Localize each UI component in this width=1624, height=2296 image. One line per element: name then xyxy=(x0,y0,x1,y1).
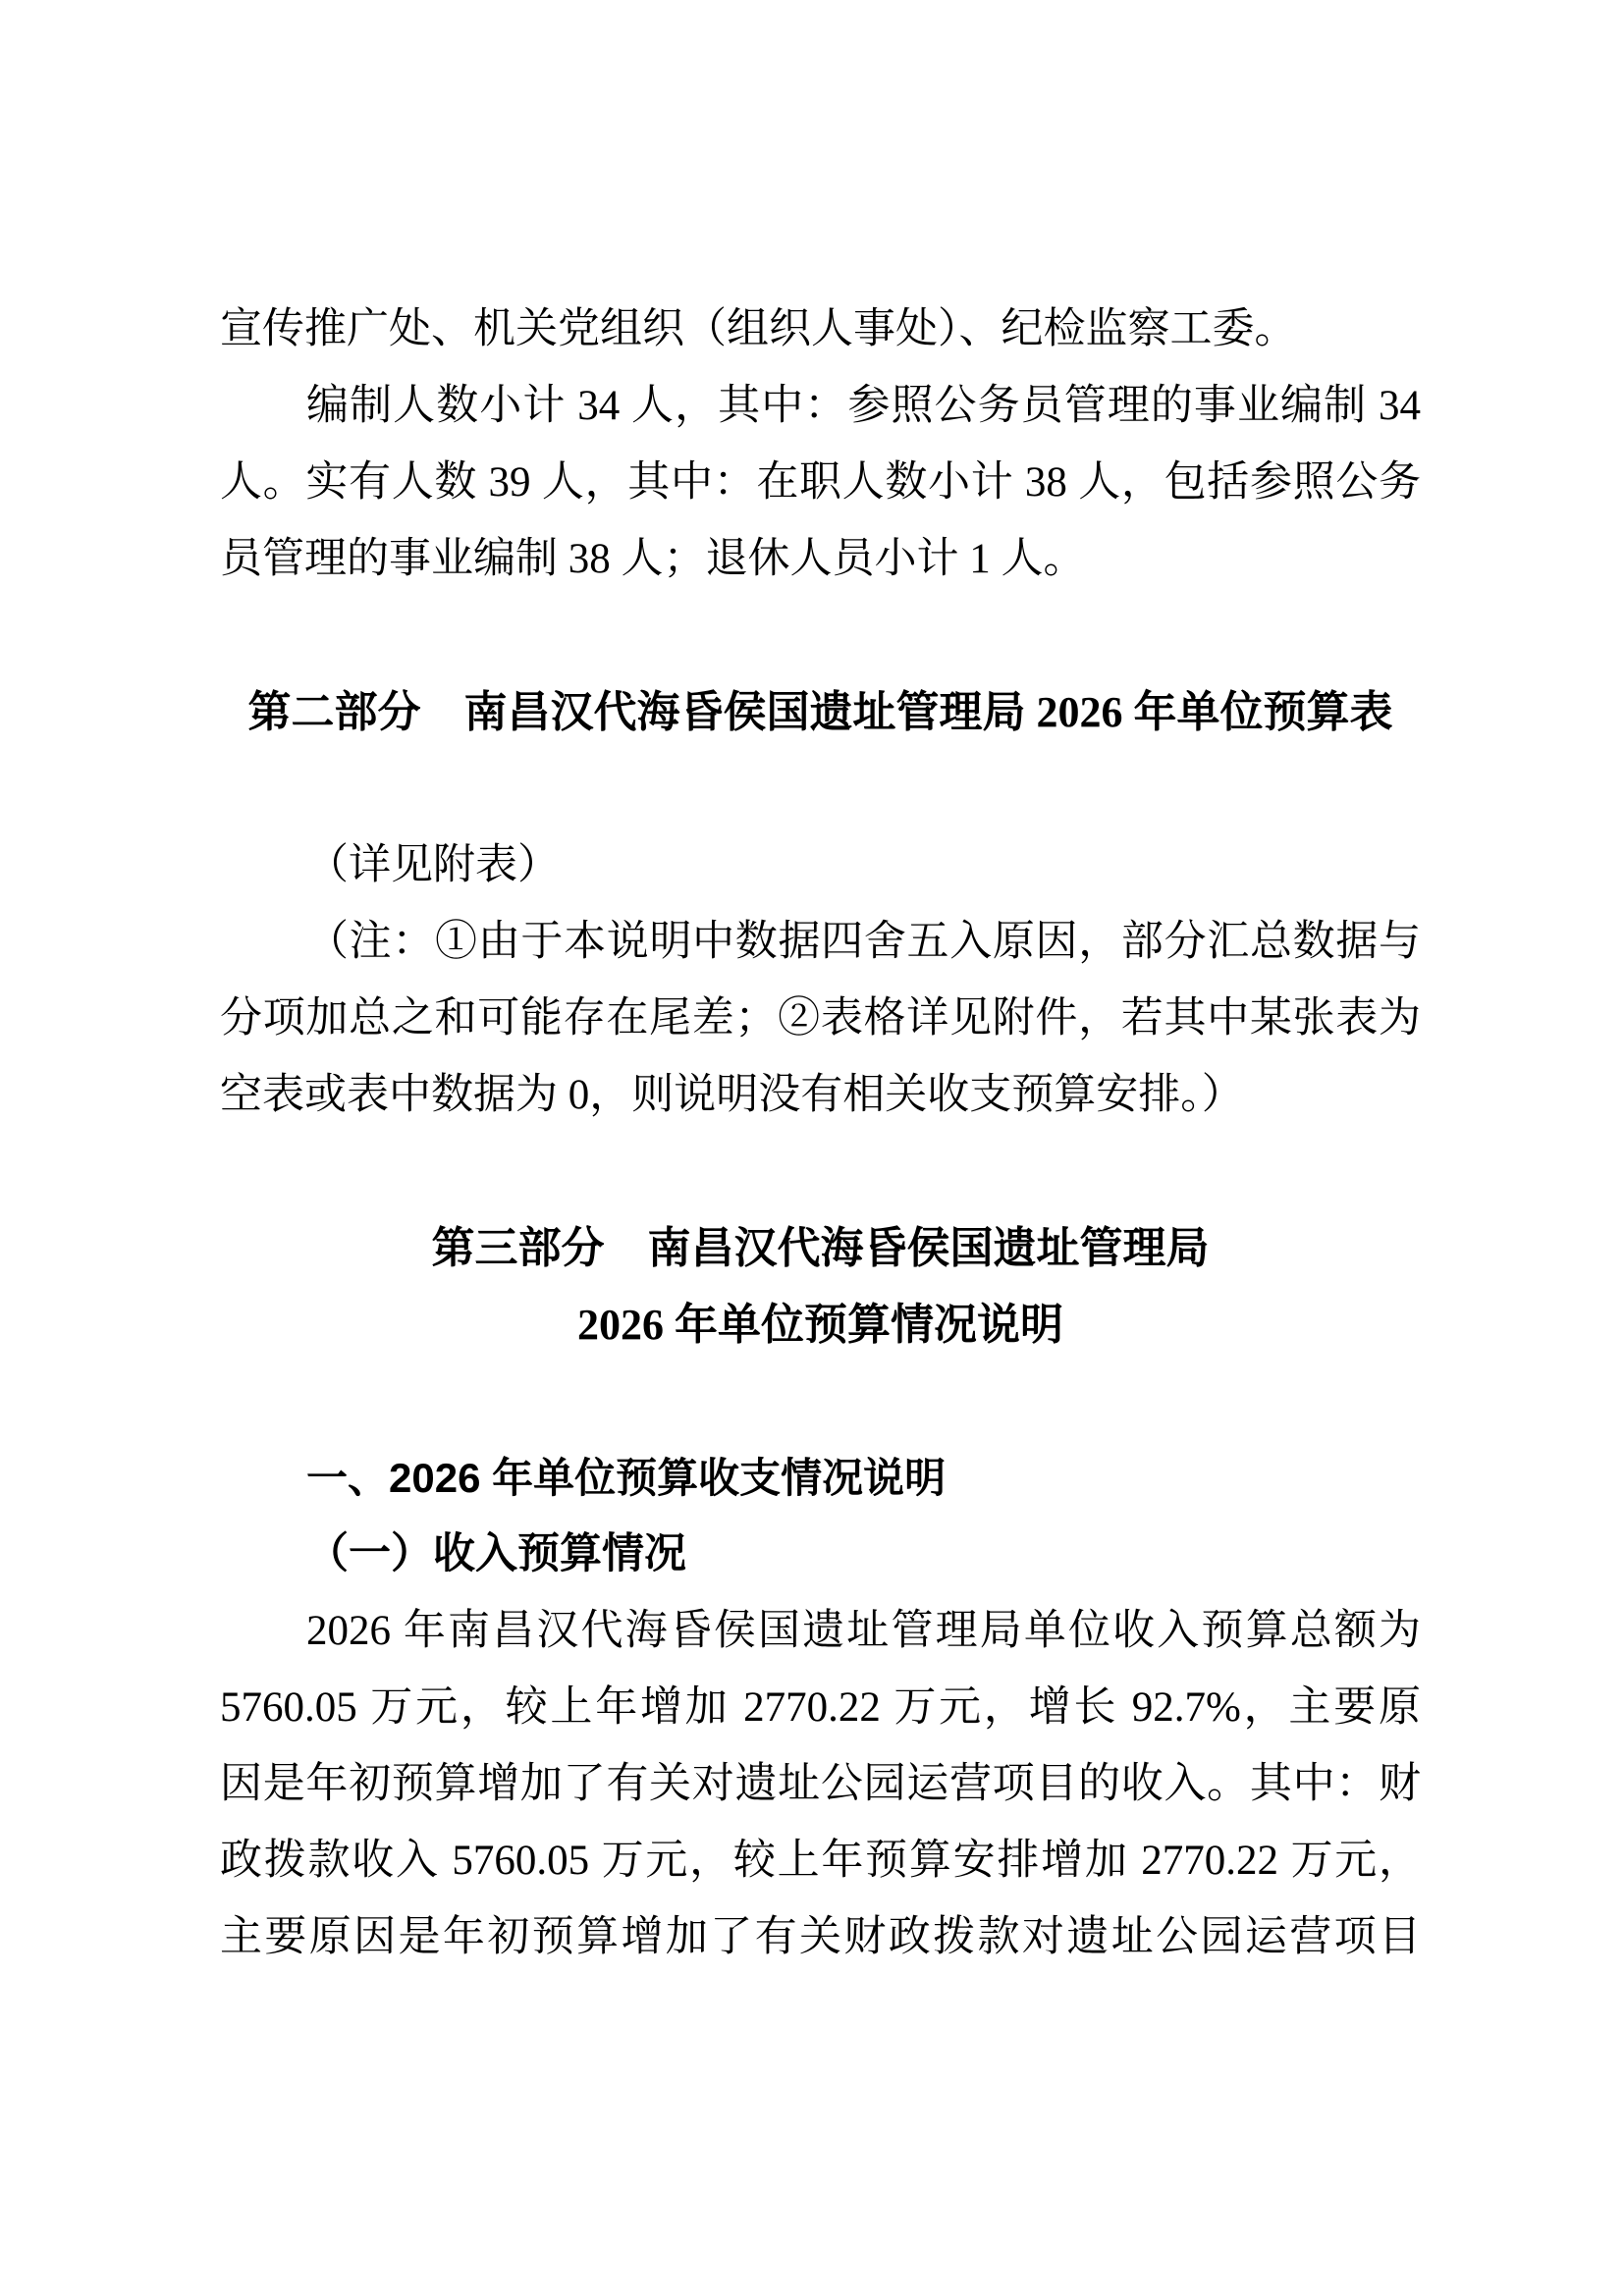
part2-heading: 第二部分 南昌汉代海昏侯国遗址管理局 2026 年单位预算表 xyxy=(247,688,1393,736)
blank-line xyxy=(220,598,1421,674)
blank-line xyxy=(220,1363,1421,1440)
body-text-line: 2026 年南昌汉代海昏侯国遗址管理局单位收入预算总额为 xyxy=(306,1608,1421,1654)
body-text-line: 因是年初预算增加了有关对遗址公园运营项目的收入。其中：财 xyxy=(220,1761,1421,1807)
blank-line xyxy=(220,751,1421,828)
note-text-line: 分项加总之和可能存在尾差；②表格详见附件，若其中某张表为 xyxy=(220,995,1421,1041)
blank-line xyxy=(220,1134,1421,1210)
body-text-line: 政拨款收入 5760.05 万元，较上年预算安排增加 2770.22 万元， xyxy=(220,1838,1421,1884)
body-text-line: 员管理的事业编制 38 人；退休人员小计 1 人。 xyxy=(220,536,1086,582)
part3-heading-line1: 第三部分 南昌汉代海昏侯国遗址管理局 xyxy=(431,1224,1210,1272)
body-text-line: 编制人数小计 34 人，其中：参照公务员管理的事业编制 34 xyxy=(306,383,1421,429)
subsection1-heading: （一）收入预算情况 xyxy=(306,1531,686,1577)
body-text-line: 人。实有人数 39 人，其中：在职人数小计 38 人，包括参照公务 xyxy=(220,459,1421,506)
part3-heading-line2: 2026 年单位预算情况说明 xyxy=(577,1301,1063,1349)
note-text-line: （注：①由于本说明中数据四舍五入原因，部分汇总数据与 xyxy=(306,919,1421,965)
body-text-line: 主要原因是年初预算增加了有关财政拨款对遗址公园运营项目 xyxy=(220,1914,1421,1960)
body-text-line: 5760.05 万元，较上年增加 2770.22 万元，增长 92.7%，主要原 xyxy=(220,1684,1421,1731)
see-attached-line: （详见附表） xyxy=(306,842,560,888)
body-text-line: 宣传推广处、机关党组织（组织人事处）、纪检监察工委。 xyxy=(220,306,1297,352)
section1-heading: 一、2026 年单位预算收支情况说明 xyxy=(306,1455,947,1501)
note-text-line: 空表或表中数据为 0，则说明没有相关收支预算安排。） xyxy=(220,1072,1244,1118)
